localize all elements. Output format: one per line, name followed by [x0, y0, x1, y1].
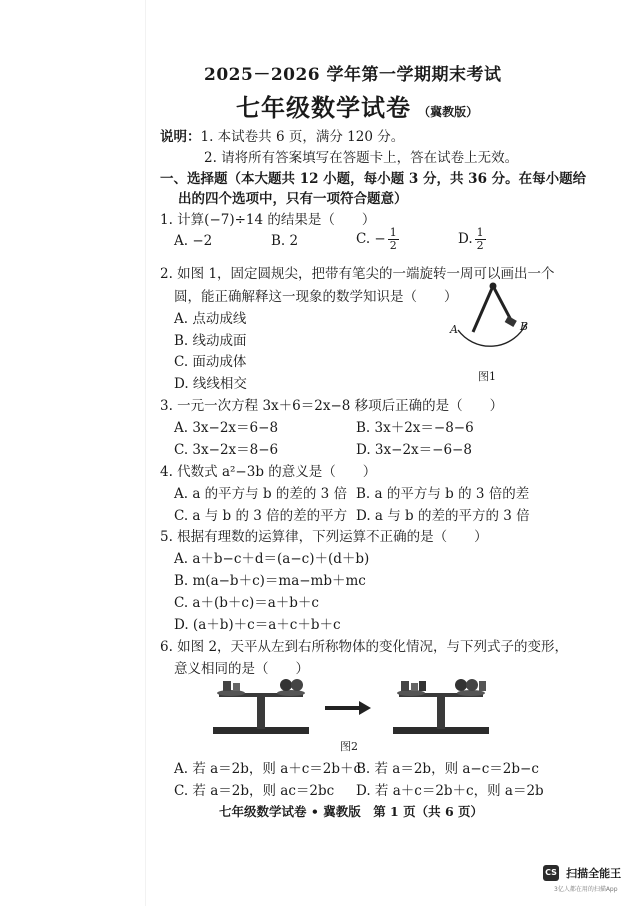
figure-2-balances — [205, 675, 505, 740]
instructions-line1 — [160, 125, 404, 145]
fraction-numerator: 1 — [476, 226, 484, 239]
instructions-line2: 2. 请将所有答案填写在答题卡上，答在试卷上无效。 — [204, 150, 519, 166]
q3-option-c: C. 3x−2x＝8−6 — [174, 442, 279, 458]
q1-option-a: A. −2 — [174, 233, 213, 249]
q4-option-d: D. a 与 b 的差的平方的 3 倍 — [356, 508, 530, 524]
q5-option-c: C. a＋(b＋c)＝a＋b＋c — [174, 595, 319, 611]
q6-stem-line2: 意义相同的是（ ） — [174, 661, 309, 677]
arrow-head — [359, 701, 371, 715]
arc-curve — [458, 324, 526, 346]
q2-option-c: C. 面动成体 — [174, 354, 247, 370]
q1-stem: 1. 计算(−7)÷14 的结果是（ ） — [160, 212, 376, 228]
q4-option-c: C. a 与 b 的 3 倍的差的平方 — [174, 508, 348, 524]
term-title: 2025－2026 学年第一学期期末考试 — [204, 65, 502, 85]
q1-option-c-prefix: C. − — [356, 231, 386, 247]
q1-option-d — [458, 227, 486, 252]
q5-option-d: D. (a＋b)＋c＝a＋c＋b＋c — [174, 617, 341, 633]
q4-option-a: A. a 的平方与 b 的差的 3 倍 — [174, 486, 348, 502]
weight-ball — [455, 679, 467, 691]
balance-pan — [277, 690, 305, 696]
balance-left — [213, 679, 309, 734]
weight-block — [223, 681, 231, 691]
q6-option-a: A. 若 a＝2b，则 a＋c＝2b＋c — [174, 761, 362, 777]
q4-stem: 4. 代数式 a²−3b 的意义是（ ） — [160, 464, 377, 480]
scanner-watermark — [543, 862, 621, 881]
weight-block — [419, 681, 426, 691]
instructions-label: 说明： — [160, 129, 201, 145]
q6-option-c: C. 若 a＝2b，则 ac＝2bc — [174, 783, 335, 799]
scanner-tagline: 3亿人都在用的扫描App — [554, 886, 618, 893]
q1-option-c — [356, 227, 399, 252]
balance-right — [393, 679, 489, 734]
section-heading-line1: 一、选择题（本大题共 12 小题，每小题 3 分，共 36 分。在每小题给 — [160, 171, 587, 187]
q3-option-a: A. 3x−2x＝6−8 — [174, 420, 279, 436]
q2-option-a: A. 点动成线 — [174, 311, 247, 327]
figure-1-point-a: A — [450, 323, 458, 336]
q6-option-d: D. 若 a＋c＝2b＋c，则 a＝2b — [356, 783, 544, 799]
q1-option-b: B. 2 — [271, 233, 299, 249]
weight-ball — [291, 679, 303, 691]
scan-edge — [145, 0, 146, 906]
weight-ball — [280, 679, 292, 691]
page-footer: 七年级数学试卷 • 冀教版 第 1 页（共 6 页） — [219, 804, 483, 819]
figure-1-point-b: B — [520, 320, 529, 333]
arrow-right — [325, 701, 371, 715]
weight-ball — [466, 679, 478, 691]
q5-stem: 5. 根据有理数的运算律，下列运算不正确的是（ ） — [160, 529, 488, 545]
q5-option-b: B. m(a−b＋c)＝ma−mb＋mc — [174, 573, 366, 589]
q3-option-b: B. 3x＋2x＝−8−6 — [356, 420, 474, 436]
balance-post — [257, 695, 265, 729]
section-heading-line2: 出的四个选项中，只有一项符合题意） — [178, 191, 408, 207]
weight-block — [401, 681, 409, 691]
figure-1-label: 图1 — [478, 370, 496, 383]
figure-2-label: 图2 — [340, 740, 358, 753]
main-title: 七年级数学试卷 — [236, 93, 411, 122]
balance-post — [437, 695, 445, 729]
arrow-shaft — [325, 706, 359, 710]
compass-hinge — [490, 283, 497, 290]
compass-leg-left — [473, 286, 493, 332]
q3-option-d: D. 3x−2x＝−6−8 — [356, 442, 472, 458]
q1-option-d-prefix: D. — [458, 231, 473, 247]
page-title — [236, 88, 478, 123]
q2-stem-line2: 圆，能正确解释这一现象的数学知识是（ ） — [174, 289, 458, 305]
edition-label: （冀教版） — [418, 105, 479, 119]
compass-pencil — [505, 316, 517, 327]
q4-option-b: B. a 的平方与 b 的 3 倍的差 — [356, 486, 530, 502]
scanner-app-name: 扫描全能王 — [566, 866, 622, 880]
fraction — [388, 227, 399, 252]
q2-option-b: B. 线动成面 — [174, 333, 247, 349]
q2-stem-line1: 2. 如图 1，固定圆规尖，把带有笔尖的一端旋转一周可以画出一个 — [160, 266, 555, 282]
weight-block — [233, 683, 240, 691]
fraction — [475, 227, 486, 252]
scanner-logo: CS — [543, 865, 559, 881]
fraction-denominator: 2 — [476, 239, 484, 252]
fraction-numerator: 1 — [389, 226, 397, 239]
q3-stem: 3. 一元一次方程 3x＋6＝2x−8 移项后正确的是（ ） — [160, 398, 504, 414]
fraction-denominator: 2 — [389, 239, 397, 252]
weight-block — [411, 683, 418, 691]
q5-option-a: A. a＋b−c＋d＝(a−c)＋(d＋b) — [174, 551, 370, 567]
q6-stem-line1: 6. 如图 2，天平从左到右所称物体的变化情况，与下列式子的变形， — [160, 639, 569, 655]
q2-option-d: D. 线线相交 — [174, 376, 247, 392]
instructions-text1: 1. 本试卷共 6 页，满分 120 分。 — [200, 129, 405, 145]
weight-block — [479, 681, 486, 691]
q6-option-b: B. 若 a＝2b，则 a−c＝2b−c — [356, 761, 539, 777]
